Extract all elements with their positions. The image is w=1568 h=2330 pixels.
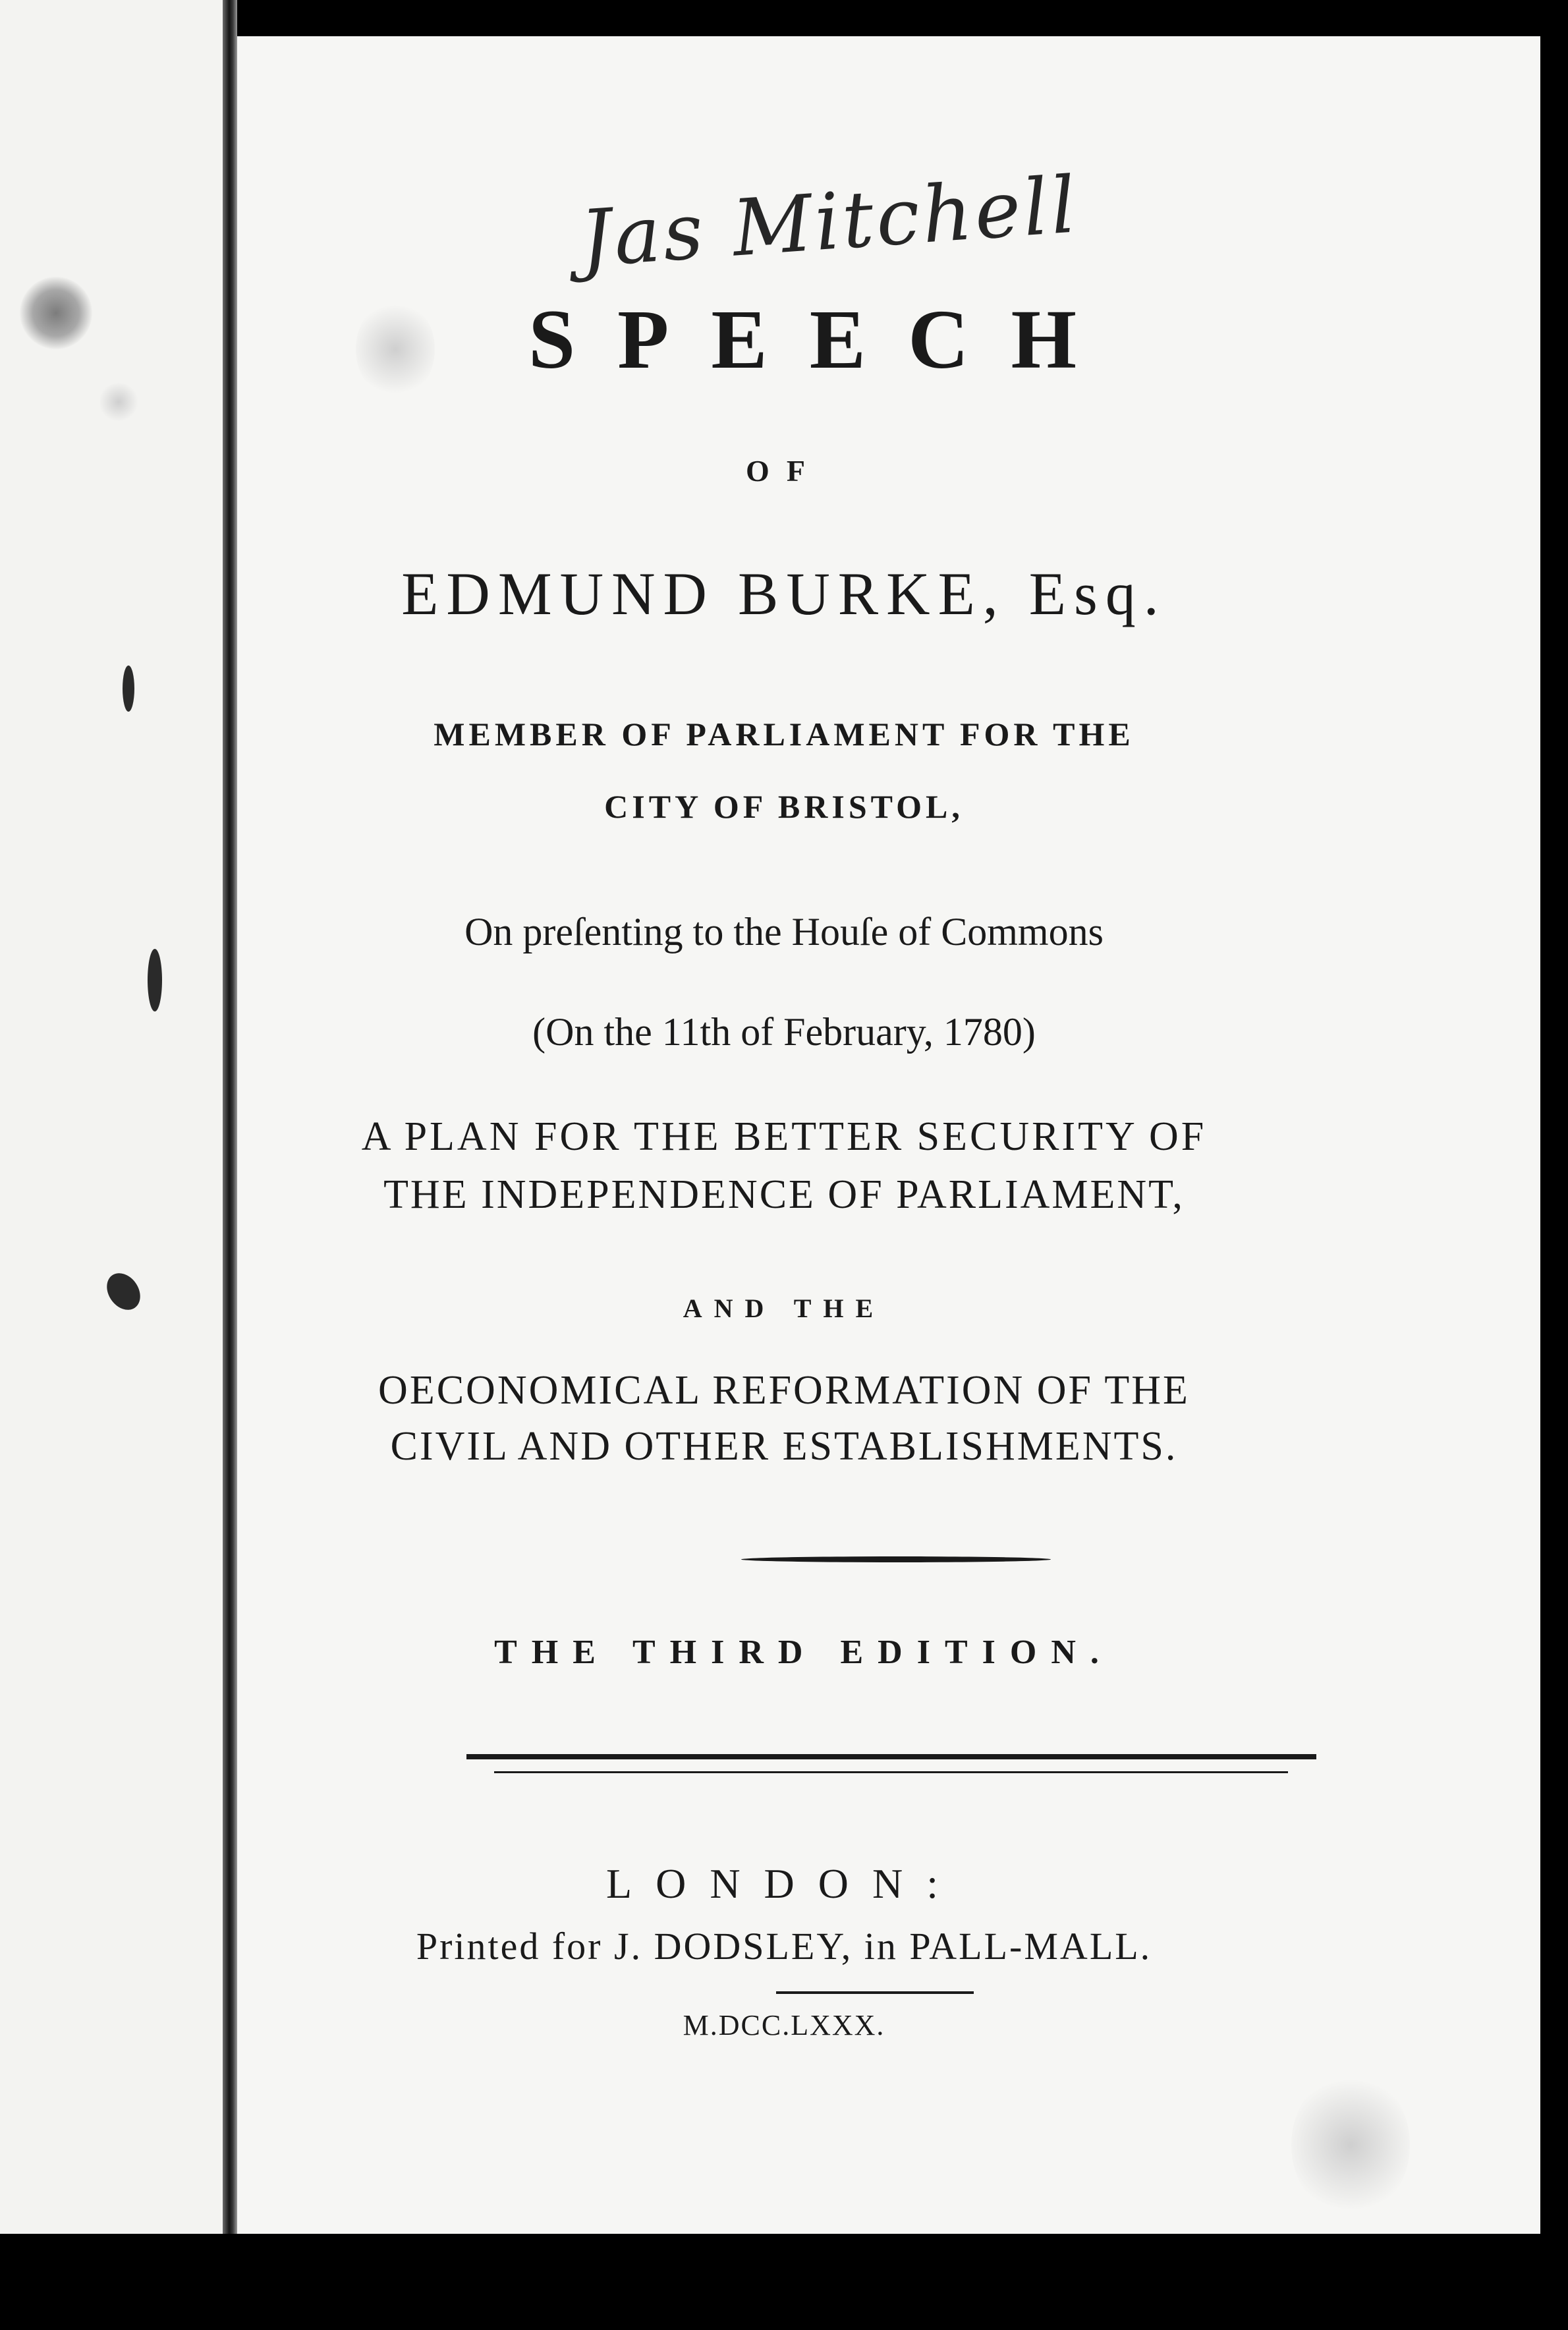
plan-line-2: THE INDEPENDENCE OF PARLIAMENT, (383, 1172, 1185, 1217)
edition-line: THE THIRD EDITION. (494, 1634, 1113, 1671)
imprint-year: M.DCC.LXXX. (683, 2009, 885, 2041)
faint-smudge (99, 382, 138, 422)
author-name: EDMUND BURKE, Esq. (401, 560, 1167, 627)
page-title: SPEECH (528, 293, 1119, 386)
presenting-line: On preſenting to the Houſe of Commons (464, 910, 1104, 953)
ink-blot (123, 666, 134, 712)
member-line-1: MEMBER OF PARLIAMENT FOR THE (434, 716, 1134, 753)
oeconomical-line-1: OECONOMICAL REFORMATION OF THE (378, 1368, 1190, 1413)
double-rule-bottom (494, 1771, 1288, 1773)
handwritten-signature: Jas Mitchell (577, 159, 1082, 285)
ornamental-rule (741, 1556, 1051, 1562)
and-the-line: AND THE (683, 1293, 885, 1323)
imprint-city: LONDON: (606, 1860, 962, 1907)
oeconomical-line-2: CIVIL AND OTHER ESTABLISHMENTS. (390, 1424, 1178, 1469)
double-rule-top (466, 1754, 1316, 1759)
imprint-printer: Printed for J. DODSLEY, in PALL-MALL. (416, 1925, 1152, 1968)
date-line: (On the 11th of February, 1780) (532, 1010, 1036, 1054)
imprint-rule (776, 1991, 974, 1994)
ink-blot (148, 949, 162, 1011)
plan-line-1: A PLAN FOR THE BETTER SECURITY OF (361, 1114, 1207, 1159)
faint-smudge (1291, 2072, 1410, 2217)
member-line-2: CITY OF BRISTOL, (604, 788, 964, 825)
of-line: OF (746, 454, 822, 488)
